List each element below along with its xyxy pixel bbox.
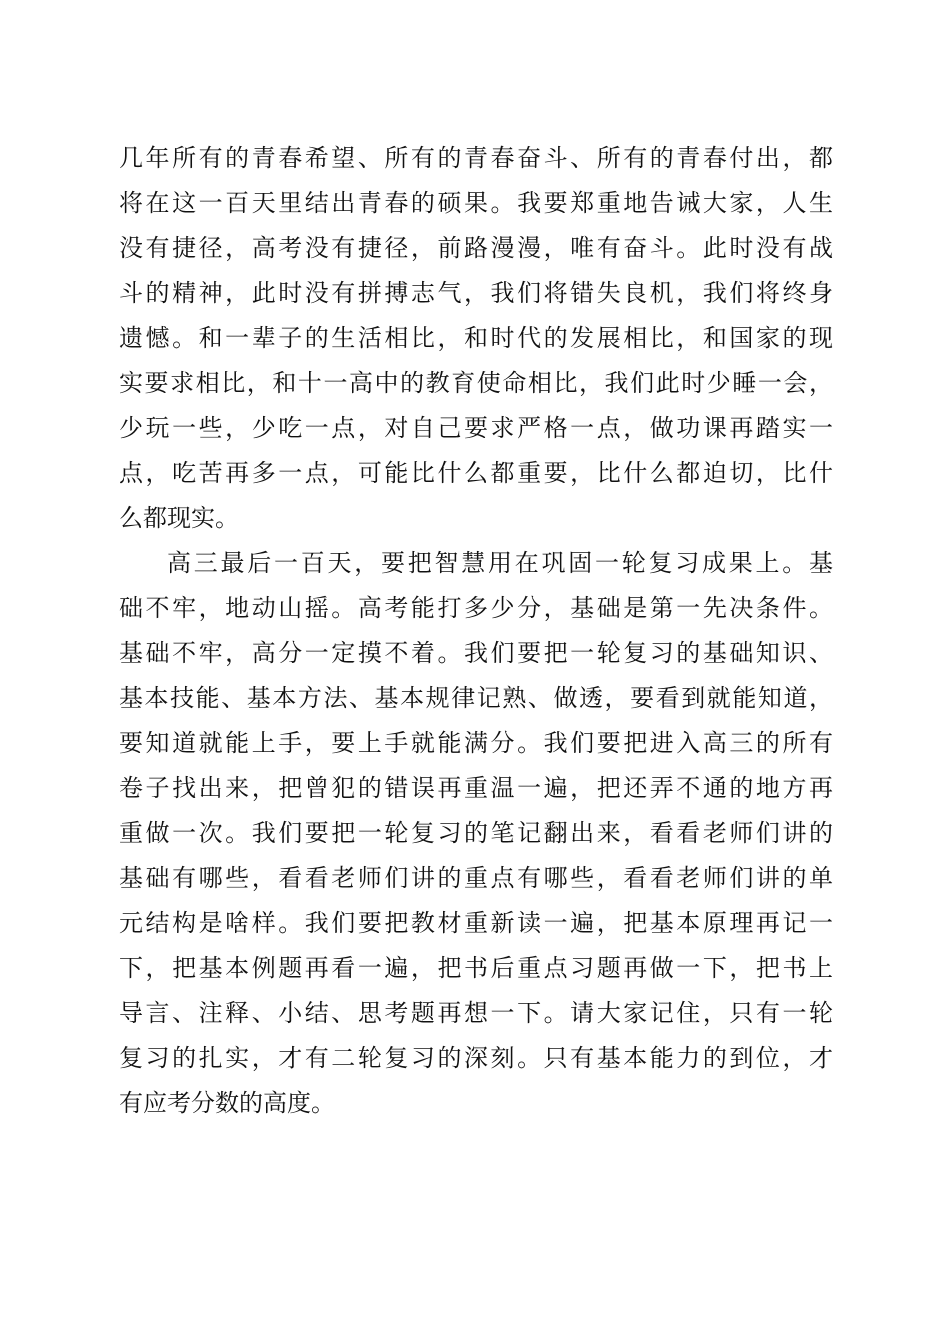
paragraph-line: 复习的扎实，才有二轮复习的深刻。只有基本能力的到位，才 — [119, 1044, 833, 1072]
document-body — [119, 136, 833, 1126]
paragraph-line: 卷子找出来，把曾犯的错误再重温一遍，把还弄不通的地方再 — [119, 774, 833, 802]
paragraph-2 — [119, 541, 833, 1126]
paragraph-line: 基础有哪些，看看老师们讲的重点有哪些，看看老师们讲的单 — [119, 864, 833, 892]
paragraph-line: 要知道就能上手，要上手就能满分。我们要把进入高三的所有 — [119, 729, 833, 757]
paragraph-line: 么都现实。 — [119, 504, 239, 532]
paragraph-line: 高三最后一百天，要把智慧用在巩固一轮复习成果上。基 — [167, 549, 833, 577]
paragraph-line: 没有捷径，高考没有捷径，前路漫漫，唯有奋斗。此时没有战 — [119, 234, 833, 262]
paragraph-line: 有应考分数的高度。 — [119, 1089, 335, 1117]
paragraph-line: 斗的精神，此时没有拼搏志气，我们将错失良机，我们将终身 — [119, 279, 833, 307]
paragraph-line: 实要求相比，和十一高中的教育使命相比，我们此时少睡一会， — [119, 369, 833, 397]
paragraph-line: 基础不牢，高分一定摸不着。我们要把一轮复习的基础知识、 — [119, 639, 833, 667]
paragraph-line: 点，吃苦再多一点，可能比什么都重要，比什么都迫切，比什 — [119, 459, 833, 487]
paragraph-line: 下，把基本例题再看一遍，把书后重点习题再做一下，把书上 — [119, 954, 833, 982]
paragraph-line: 遗憾。和一辈子的生活相比，和时代的发展相比，和国家的现 — [119, 324, 833, 352]
paragraph-line: 导言、注释、小结、思考题再想一下。请大家记住，只有一轮 — [119, 999, 833, 1027]
paragraph-1 — [119, 136, 833, 541]
paragraph-line: 础不牢，地动山摇。高考能打多少分，基础是第一先决条件。 — [119, 594, 833, 622]
paragraph-line: 几年所有的青春希望、所有的青春奋斗、所有的青春付出，都 — [119, 144, 833, 172]
paragraph-line: 元结构是啥样。我们要把教材重新读一遍，把基本原理再记一 — [119, 909, 833, 937]
paragraph-line: 将在这一百天里结出青春的硕果。我要郑重地告诫大家，人生 — [119, 189, 833, 217]
paragraph-line: 少玩一些，少吃一点，对自己要求严格一点，做功课再踏实一 — [119, 414, 833, 442]
paragraph-line: 基本技能、基本方法、基本规律记熟、做透，要看到就能知道， — [119, 684, 833, 712]
paragraph-line: 重做一次。我们要把一轮复习的笔记翻出来，看看老师们讲的 — [119, 819, 833, 847]
